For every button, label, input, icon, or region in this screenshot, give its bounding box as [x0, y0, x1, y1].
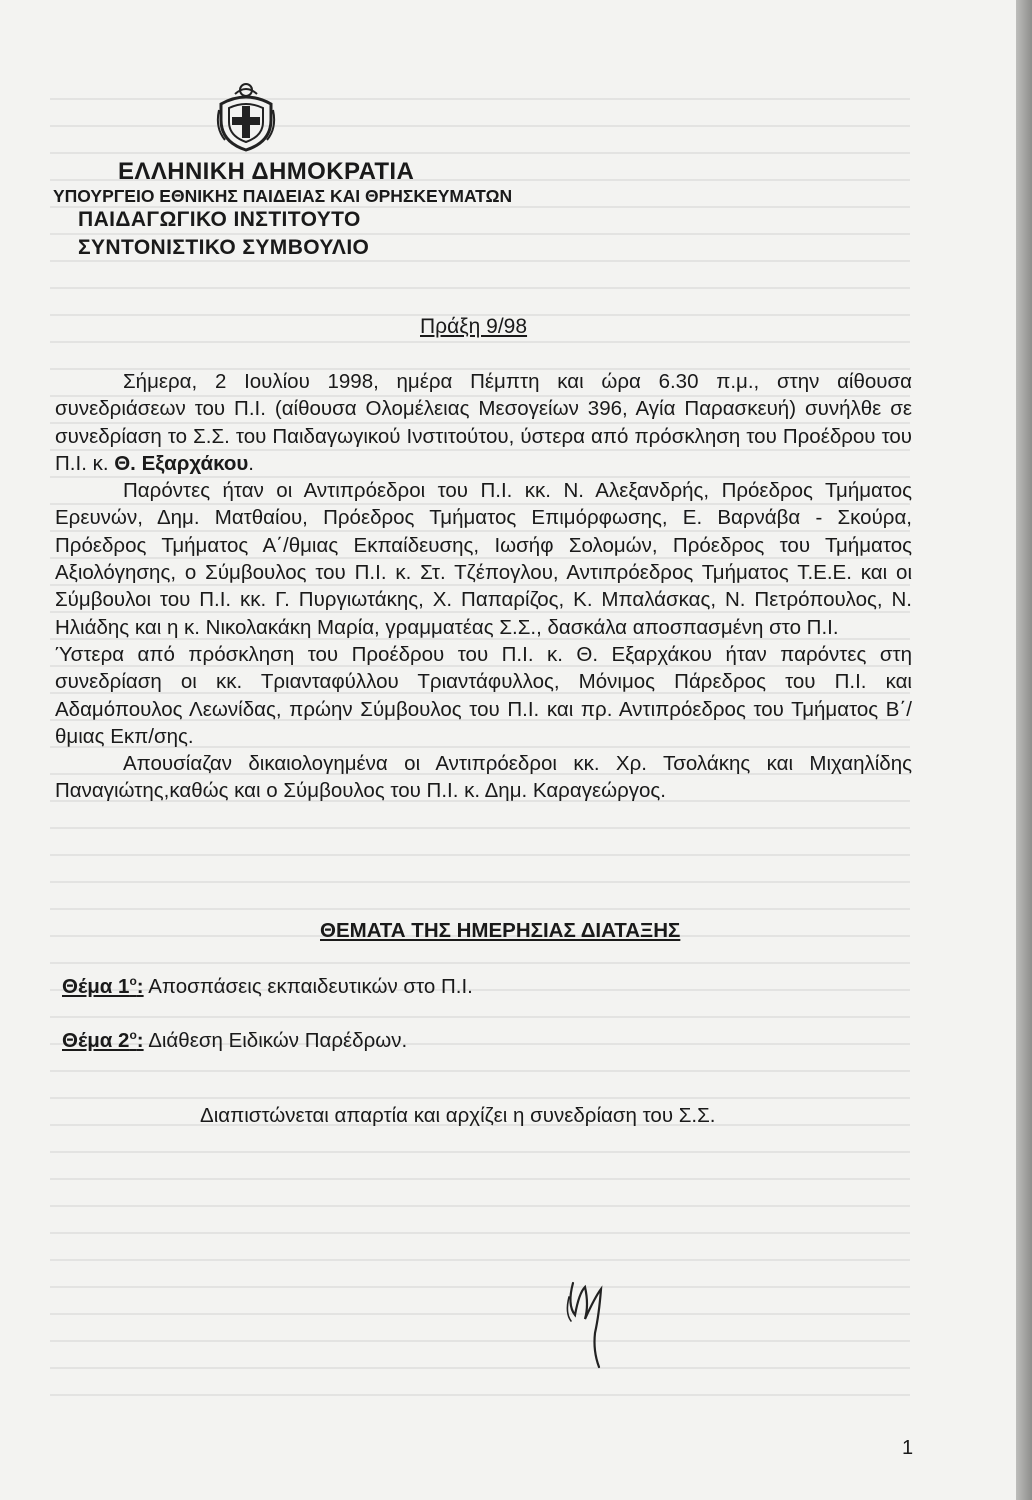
- country-heading: ΕΛΛΗΝΙΚΗ ΔΗΜΟΚΡΑΤΙΑ: [118, 158, 415, 185]
- agenda-title: ΘΕΜΑΤΑ ΤΗΣ ΗΜΕΡΗΣΙΑΣ ΔΙΑΤΑΞΗΣ: [320, 919, 681, 942]
- ministry-heading: ΥΠΟΥΡΓΕΙΟ ΕΘΝΙΚΗΣ ΠΑΙΔΕΙΑΣ ΚΑΙ ΘΡΗΣΚΕΥΜΑΤΩΝ: [53, 186, 513, 206]
- paragraph-end: .: [248, 451, 254, 475]
- topic-label: Θέμα $1^o$:: [62, 974, 144, 998]
- handwritten-signature: [555, 1275, 625, 1370]
- council-heading: ΣΥΝΤΟΝΙΣΤΙΚΟ ΣΥΜΒΟΥΛΙΟ: [78, 236, 370, 259]
- paragraph-absent: Απουσίαζαν δικαιολογημένα οι Αντιπρόεδροι κκ. Χρ. Τσολάκης και Μιχαηλίδης Παναγιώτης,καθώς και ο Σύμβουλος του Π.Ι. κ. Δημ. Καραγεώργος.: [55, 752, 912, 803]
- greek-coat-of-arms-icon: [213, 80, 279, 152]
- agenda-topic: [62, 974, 473, 999]
- paragraph-attendees: Παρόντες ήταν οι Αντιπρόεδροι του Π.Ι. κκ. Ν. Αλεξανδρής, Πρόεδρος Τμήματος Ερευνών, Δημ. Ματθαίου, Πρόεδρος Τμήματος Επιμόρφωσης, Ε. Βαρνάβα - Σκούρα, Πρόεδρος Τμήματος Α΄/θμιας Εκπαίδευσης, Ιωσήφ Σολομών, Πρόεδρος του Τμήματος Αξιολόγησης, ο Σύμβουλος του Π.Ι. κ. Στ. Τζέπογλου, Αντιπρόεδρος Τμήματος Τ.Ε.Ε. και οι Σύμβουλοι του Π.Ι. κκ. Γ. Πυργιωτάκης, Χ. Παπαρίζος, Κ. Μπαλάσκας, Ν. Πετρόπουλος, Ν. Ηλιάδης και η κ. Νικολακάκη Μαρία, γραμματέας Σ.Σ., δασκάλα αποσπασμένη στο Π.Ι.: [55, 479, 912, 639]
- topic-text: Αποσπάσεις εκπαιδευτικών στο Π.Ι.: [148, 974, 473, 998]
- act-title: Πράξη 9/98: [420, 315, 528, 338]
- topic-label: Θέμα $2^o$:: [62, 1028, 144, 1052]
- president-name: Θ. Εξαρχάκου: [114, 451, 249, 475]
- paragraph-invited: Ύστερα από πρόσκληση του Προέδρου του Π.Ι. κ. Θ. Εξαρχάκου ήταν παρόντες στη συνεδρίαση οι κκ. Τριανταφύλλου Τριαντάφυλλος, Μόνιμος Πάρεδρος του Π.Ι. και Αδαμόπουλος Λεωνίδας, πρώην Σύμβουλος του Π.Ι. και πρ. Αντιπρόεδρος του Τμήματος Β΄/θμιας Εκπ/σης.: [55, 642, 912, 748]
- page-number: 1: [902, 1437, 914, 1459]
- page-edge: [1016, 0, 1032, 1500]
- paragraph-text: Σήμερα, 2 Ιουλίου 1998, ημέρα Πέμπτη και ώρα 6.30 π.μ., στην αίθουσα συνεδριάσεων του Π.Ι. (αίθουσα Ολομέλειας Μεσογείων 396, Αγία Παρασκευή) συνήλθε σε συνεδρίαση το Σ.Σ. του Παιδαγωγικού Ινστιτούτου, ύστερα από πρόσκληση του Προέδρου του Π.Ι. κ.: [55, 370, 912, 475]
- topic-text: Διάθεση Ειδικών Παρέδρων.: [148, 1028, 408, 1052]
- minutes-body: [55, 368, 912, 805]
- paragraph-meeting-details: [55, 368, 912, 477]
- quorum-statement: Διαπιστώνεται απαρτία και αρχίζει η συνεδρίαση του Σ.Σ.: [200, 1104, 716, 1127]
- institute-heading: ΠΑΙΔΑΓΩΓΙΚΟ ΙΝΣΤΙΤΟΥΤΟ: [78, 208, 361, 231]
- agenda-topic: [62, 1028, 407, 1053]
